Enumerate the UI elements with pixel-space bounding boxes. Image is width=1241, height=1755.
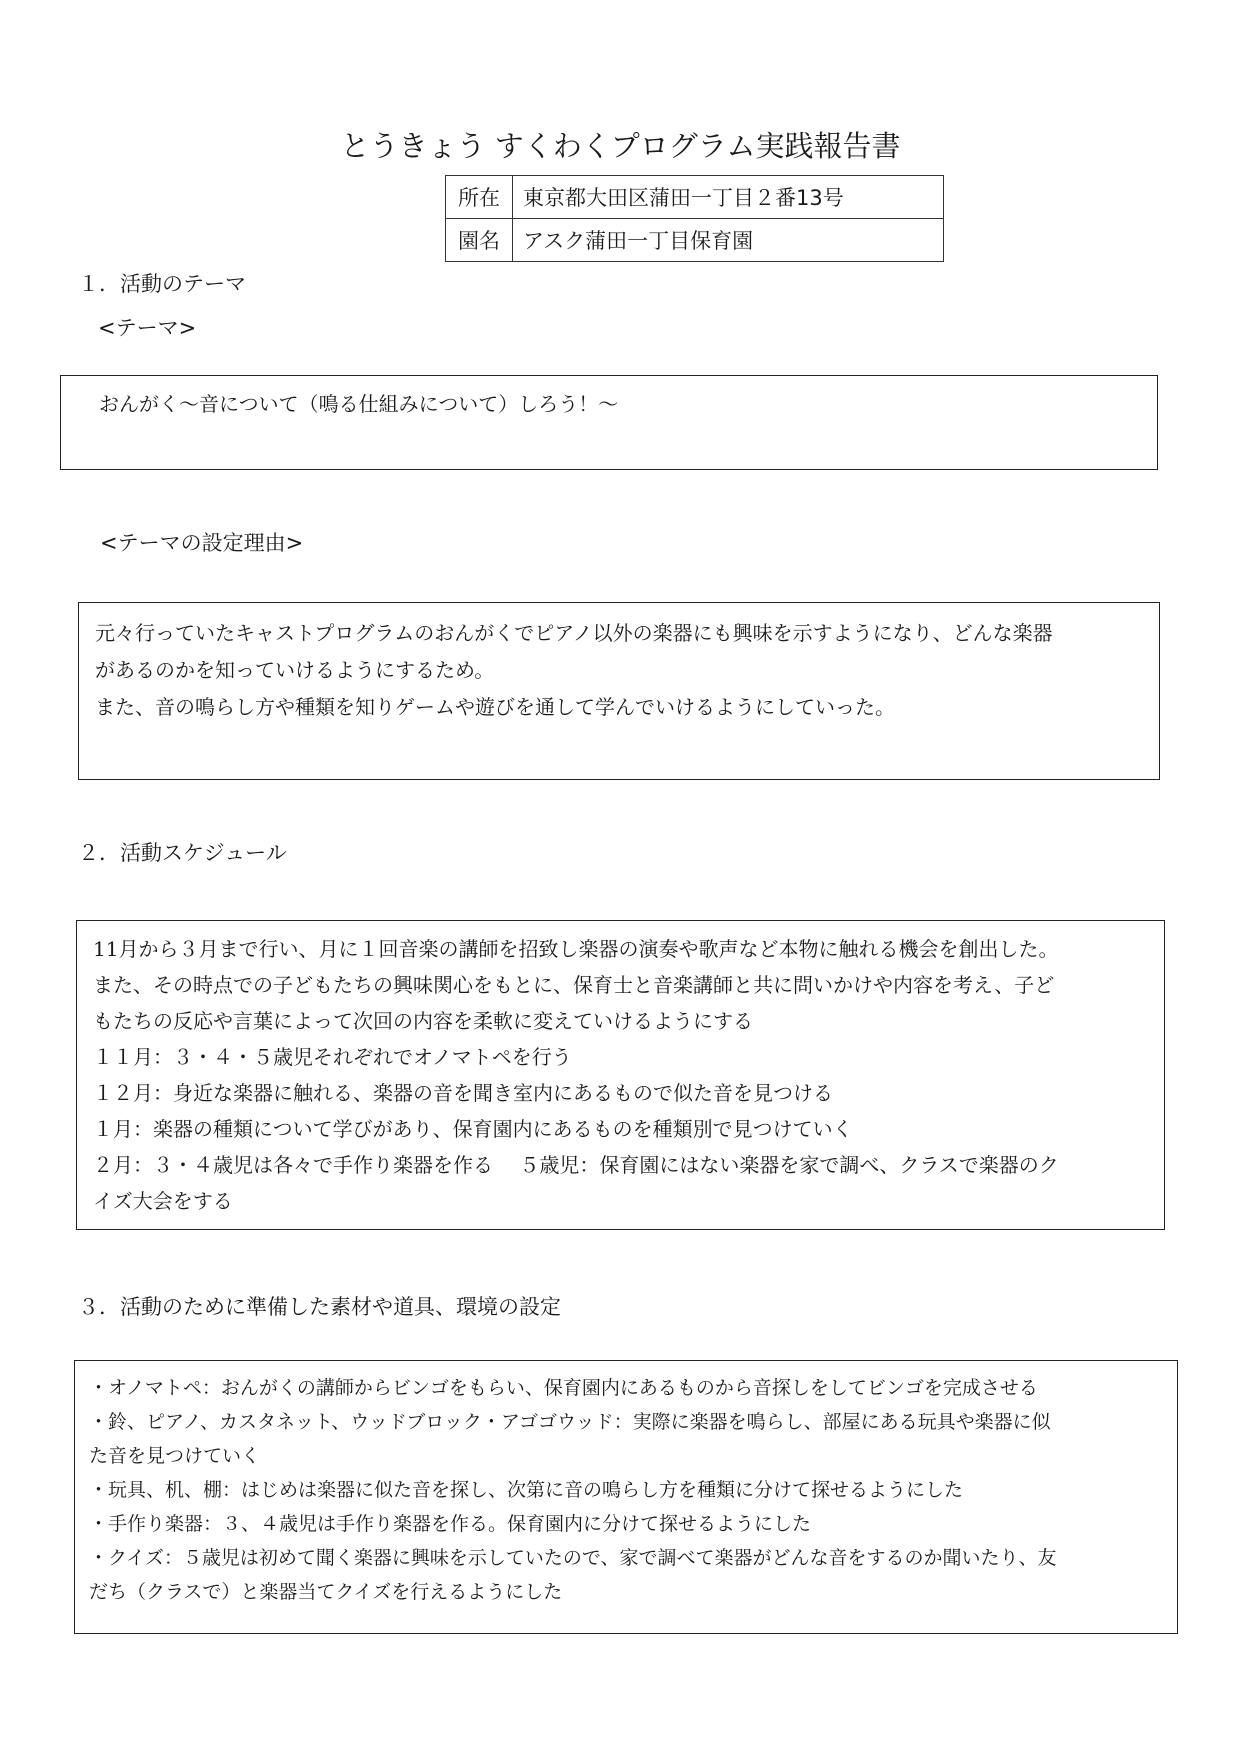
materials-line: ・オノマトペ：おんがくの講師からビンゴをもらい、保育園内にあるものから音探しをしてビンゴを完成させる: [89, 1377, 1038, 1399]
reason-line: があるのかを知っていけるようにするため。: [95, 658, 495, 682]
schedule-line: 11月から３月まで行い、月に１回音楽の講師を招致し楽器の演奏や歌声など本物に触れる機会を創出した。: [93, 937, 1059, 961]
info-row-name: [446, 219, 944, 262]
section3-heading: ３．活動のために準備した素材や道具、環境の設定: [78, 1295, 561, 1319]
schedule-line: ２月：３・４歳児は各々で手作り楽器を作る ５歳児：保育園にはない楽器を家で調べ、クラスで楽器のク: [93, 1153, 1059, 1177]
schedule-line: １１月：３・４・５歳児それぞれでオノマトペを行う: [93, 1045, 572, 1069]
info-row-location: [446, 176, 944, 219]
reason-line: また、音の鳴らし方や種類を知りゲームや遊びを通して学んでいけるようにしていった。: [95, 695, 895, 719]
materials-line: た音を見つけていく: [89, 1445, 261, 1467]
theme-text: おんがく～音について（鳴る仕組みについて）しろう！～: [99, 392, 619, 416]
reason-label: <テーマの設定理由>: [100, 531, 304, 555]
document-title: とうきょう すくわくプログラム実践報告書: [340, 129, 901, 163]
materials-line: ・手作り楽器：３、４歳児は手作り楽器を作る。保育園内に分けて探せるようにした: [89, 1513, 812, 1535]
schedule-line: １月：楽器の種類について学びがあり、保育園内にあるものを種類別で見つけていく: [93, 1117, 853, 1141]
section2-heading: ２．活動スケジュール: [78, 841, 287, 865]
theme-label: <テーマ>: [98, 316, 197, 340]
materials-line: ・クイズ：５歳児は初めて聞く楽器に興味を示していたので、家で調べて楽器がどんな音をするのか聞いたり、友: [89, 1547, 1057, 1569]
theme-box: [60, 375, 1158, 470]
materials-line: だち（クラスで）と楽器当てクイズを行えるようにした: [89, 1581, 563, 1603]
location-label: 所在: [446, 176, 513, 219]
reason-line: 元々行っていたキャストプログラムのおんがくでピアノ以外の楽器にも興味を示すようになり、どんな楽器: [95, 621, 1053, 645]
name-value: アスク蒲田一丁目保育園: [513, 219, 944, 262]
schedule-line: もたちの反応や言葉によって次回の内容を柔軟に変えていけるようにする: [93, 1009, 753, 1033]
materials-line: ・玩具、机、棚：はじめは楽器に似た音を探し、次第に音の鳴らし方を種類に分けて探せるようにした: [89, 1479, 964, 1501]
name-label: 園名: [446, 219, 513, 262]
schedule-line: １２月：身近な楽器に触れる、楽器の音を聞き室内にあるもので似た音を見つける: [93, 1081, 833, 1105]
materials-box: [74, 1360, 1178, 1634]
materials-line: ・鈴、ピアノ、カスタネット、ウッドブロック・アゴゴウッド：実際に楽器を鳴らし、部屋にある玩具や楽器に似: [89, 1411, 1051, 1433]
info-table: [445, 175, 944, 262]
schedule-line: イズ大会をする: [93, 1189, 233, 1213]
section1-heading: １．活動のテーマ: [78, 272, 246, 296]
schedule-box: [76, 920, 1165, 1230]
location-value: 東京都大田区蒲田一丁目２番13号: [513, 176, 944, 219]
reason-box: [78, 602, 1160, 780]
schedule-line: また、その時点での子どもたちの興味関心をもとに、保育士と音楽講師と共に問いかけや内容を考え、子ど: [93, 973, 1055, 997]
